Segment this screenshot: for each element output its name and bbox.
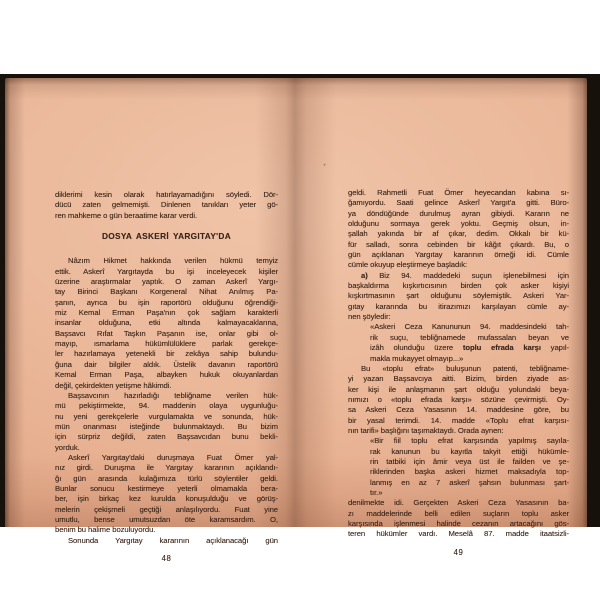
- text-line: gün açıklanan Yargıtay kararının örneği idi. Cümle: [348, 250, 569, 260]
- text-line: rin tatbiki için âmir veya üst ile failden ve şe-: [370, 456, 569, 466]
- text-line: başkaldırma kışkırtıcısının birden çok asker kişiyi: [348, 281, 569, 291]
- text-line: yorduk.: [55, 442, 80, 452]
- page-number: 48: [161, 554, 172, 563]
- right-page-text: [348, 188, 569, 540]
- text-line: zı maddelerinde belli edilen suçların toplu asker: [348, 508, 569, 518]
- text-line: miz Kemal Erman Paşa'nın çok sağlam karakterli: [55, 308, 278, 318]
- section-heading: DOSYA ASKERİ YARGITAY'DA: [101, 231, 232, 242]
- text-line: benim bu halime bozuluyordu.: [55, 525, 156, 535]
- text-line: «Askeri Ceza Kanununun 94. maddesindeki tah-: [370, 322, 569, 332]
- text-line: Başsavcının hazırladığı tebliğname verilen hük-: [68, 390, 278, 400]
- text-line: melerin çekişmeli geçtiği anlaşılıyordu. Fuat yine: [55, 504, 278, 514]
- text-line: umutlu, bense umutsuzdan öte karamsardım. O,: [55, 514, 278, 524]
- text-line: yi yazan Başsavcıya aitti. Bizim, birden ziyade as-: [348, 374, 569, 384]
- text-line: tır.»: [370, 487, 383, 497]
- page-number: 49: [453, 547, 464, 557]
- text-line: a) Biz 94. maddedeki suçun işlenebilmesi için: [361, 270, 569, 280]
- text-line: değil, çekirdekten yetişme hâkimdi.: [55, 380, 172, 390]
- text-line: teren hükümler vardı. Meselâ 87. madde itaatsizli-: [348, 529, 569, 539]
- text-line: denilmekte idi. Gerçekten Askeri Ceza Yasasının ba-: [348, 498, 569, 508]
- text-line: mün onanması isteğinde bulunmaktaydı. Bu bizim: [55, 421, 278, 431]
- text-line: ker kişi ile anlaşmanın şart olduğu yolundaki beya-: [348, 384, 569, 394]
- left-page: [55, 190, 278, 564]
- text-line: için sürpriz değildi, zaten Başsavcıdan bunu bekli-: [55, 432, 278, 442]
- text-line: geldi. Rahmetli Fuat Ömer heyecandan kabına sı-: [348, 188, 569, 197]
- open-pages: [5, 78, 587, 563]
- right-page: [348, 188, 569, 558]
- text-line: ğı gün arasında kulağımıza türlü söylentiler geldi.: [55, 473, 278, 483]
- text-line: şallah yakında bir af çıkar, dedim. Okkalı bir kü-: [348, 229, 569, 239]
- text-line: olduğunu sormaya gerek yoktu. Geçmiş olsun, in-: [348, 219, 569, 229]
- book-cover-edge: [0, 74, 600, 563]
- text-line: rik suçu, tebliğnamede mufassalan beyan ve: [370, 332, 569, 342]
- text-line: Nâzım Hikmet hakkında verilen hükmü temyiz: [68, 256, 278, 266]
- text-line: nu yeni gerekçelerle vurgulamakta ve sonunda, hük-: [55, 411, 278, 421]
- text-line: Başsavcı Rıfat Taşkın Paşanın ise, onlar gibi ol-: [55, 328, 278, 338]
- text-line: nın tarifi» başlığını taşımaktaydı. Orada aynen:: [348, 425, 504, 435]
- text-line: ettik. Askerî Yargıtayda bu işi inceleyecek kişiler: [55, 266, 278, 276]
- text-line: ğuna dair bilgiler aldık. Üstelik davanın raportörü: [55, 359, 278, 369]
- text-line: diklerimi kesin olarak hatırlayamadığını söyledi. Dör-: [55, 190, 278, 199]
- text-line: ya döndüğünde durulmuş ayran gibiydi. Kararın ne: [348, 208, 569, 218]
- text-line: lanmış en az 7 askerî şahsın bulunması şart-: [370, 477, 569, 487]
- text-line: karşısında işlenmesi halinde cezanın artacağını gös-: [348, 519, 569, 528]
- text-line: makla mukayyet olmayıp...»: [370, 353, 464, 363]
- text-line: rak kanunun bu kayıtla takyit ettiği hükümle-: [370, 446, 569, 456]
- text-line: Bunlar sonucu kestirmeye yeterli olmamakla bera-: [55, 483, 278, 493]
- text-line: mayıp, ısmarlama hükümlülüklere parlak gerekçe-: [55, 339, 278, 349]
- text-line: Sonunda Yargıtay kararının açıklanacağı gün: [68, 535, 278, 545]
- text-line: sa Askeri Ceza Yasasının 14. maddesine göre, bu: [348, 405, 569, 415]
- text-line: ğamıyordu. Saati gelince Askerî Yargıt'a gitti. Büro-: [348, 198, 569, 208]
- text-line: şanın, ayrıca bu işin raportörü olduğunu öğrendiği-: [55, 297, 278, 307]
- text-line: cümle okuyup eleştirmeye başladık:: [348, 260, 468, 270]
- text-line: Kemal Erman Paşa, albayken hukuk okuyanlardan: [55, 370, 278, 380]
- text-line: Bu «toplu efrat» buluşunun patenti, tebliğname-: [361, 363, 569, 373]
- text-line: riklerinden başka askeri hizmet maksadıyla top-: [370, 467, 569, 477]
- text-line: nen şöyledir:: [348, 312, 391, 322]
- text-line: tay Birinci Başkanı Korgeneral Nihat Anılmış Pa-: [55, 287, 278, 297]
- text-line: üzerine araştırmalar yaptık. O zaman Askerî Yargı-: [55, 277, 278, 287]
- scan-artifact: +: [323, 163, 327, 169]
- left-page-text: [55, 190, 278, 546]
- text-line: nız girdi. Duruşma ile Yargıtay kararının açıklandı-: [55, 463, 278, 473]
- text-line: «Bir fiil toplu efrat karşısında yapılmış sayıla-: [370, 436, 569, 446]
- text-line: mü pekiştirmekte, 94. maddenin olaya uygunluğu-: [55, 401, 278, 411]
- text-line: ber, işin birkaç kez kurulda konuşulduğu ve görüş-: [55, 494, 278, 504]
- text-line: kışkırtmasının şart olduğunu söylemiştik. Askeri Yar-: [348, 291, 569, 301]
- text-line: bir yasal terimdi. 14. madde «Toplu efrat karşısı-: [348, 415, 569, 425]
- text-line: ler hazırlamaya yetenekli bir zekâya sahip bulundu-: [55, 349, 278, 359]
- text-line: Askerî Yargıtay'daki duruşmaya Fuat Ömer yal-: [68, 452, 278, 462]
- text-line: nımızı o «toplu efrada karşı» sözüne çevirmişti. Oy-: [348, 394, 569, 404]
- text-line: dücü zaten gelmemişti. Dinlenen tanıkları yeter gö-: [55, 200, 278, 210]
- text-line: izâh olunduğu üzere toplu efrada karşı yapıl-: [370, 343, 569, 353]
- text-line: für salladı, sonra cebinden bir kâğıt çıkardı. Bu, o: [348, 239, 569, 249]
- text-line: insanlar olduğuna, etki altında kalmayacaklarına,: [55, 318, 278, 328]
- text-line: gıtay kararında bu itirazımızı karşılayan cümle ay-: [348, 301, 569, 311]
- text-line: ren mahkeme o gün beraatime karar verdi.: [55, 210, 198, 220]
